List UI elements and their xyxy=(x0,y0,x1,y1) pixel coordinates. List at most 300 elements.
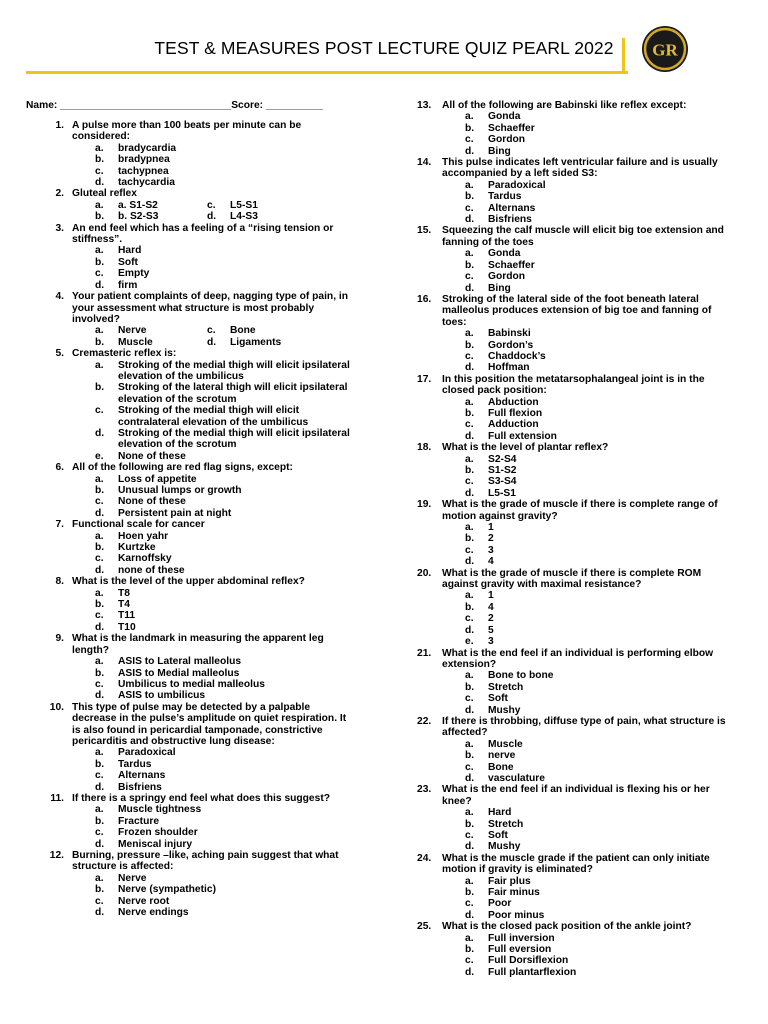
option-letter: a. xyxy=(465,248,474,260)
answer-option xyxy=(417,408,727,419)
option-letter: b. xyxy=(95,758,105,770)
answer-option-row xyxy=(26,200,356,211)
answer-option xyxy=(417,876,727,887)
option-letter: b. xyxy=(95,542,105,554)
question-number: 4. xyxy=(55,291,64,303)
option-text: Soft xyxy=(488,830,508,841)
option-letter: c. xyxy=(95,268,104,280)
answer-option xyxy=(417,887,727,898)
option-text: b. S2-S3 xyxy=(118,211,159,223)
answer-option xyxy=(417,613,727,624)
question-text: What is the end feel if an individual is performing elbow extension? xyxy=(442,647,714,670)
option-letter: d. xyxy=(95,427,105,439)
answer-option xyxy=(417,739,727,750)
option-letter: e. xyxy=(465,636,474,648)
option-letter: b. xyxy=(95,485,105,496)
answer-option xyxy=(417,830,727,841)
option-text: Alternans xyxy=(488,202,536,214)
name-score-line: Name: ______________________________Score: __________ xyxy=(26,100,323,111)
answer-option xyxy=(417,705,727,716)
question-text: What is the end feel if an individual is flexing his or her knee? xyxy=(442,784,710,807)
option-letter: b. xyxy=(465,533,475,545)
option-letter: b. xyxy=(465,407,475,419)
logo-text: GR xyxy=(652,40,678,60)
option-letter: a. xyxy=(95,359,104,371)
question-text: This pulse indicates left ventricular failure and is usually accompanied by a left sided S3: xyxy=(442,157,718,180)
option-text: Tardus xyxy=(118,758,152,770)
option-text: none of these xyxy=(118,564,185,576)
option-text: Nerve xyxy=(118,872,147,884)
option-text: tachycardia xyxy=(118,177,175,189)
answer-option xyxy=(26,839,356,850)
answer-option xyxy=(26,280,356,291)
option-letter: b. xyxy=(95,154,105,166)
question-number: 10. xyxy=(49,701,64,713)
right-column xyxy=(417,100,727,978)
answer-option xyxy=(26,896,356,907)
answer-option xyxy=(417,910,727,921)
option-letter: c. xyxy=(465,419,474,431)
question-15 xyxy=(417,225,727,248)
option-text: 2 xyxy=(488,613,494,625)
option-text: Bone to bone xyxy=(488,670,554,682)
option-text: Kurtzke xyxy=(118,542,156,554)
question-12 xyxy=(26,850,356,873)
question-number: 5. xyxy=(55,348,64,360)
option-letter: c. xyxy=(465,761,474,773)
option-text: T8 xyxy=(118,587,130,599)
option-text: Empty xyxy=(118,268,150,280)
option-text: Persistent pain at night xyxy=(118,507,232,519)
option-text: Hoen yahr xyxy=(118,530,169,542)
option-text: 3 xyxy=(488,636,494,648)
left-question-list xyxy=(26,120,356,918)
option-letter: c. xyxy=(465,271,474,283)
option-letter: a. xyxy=(465,590,474,602)
option-text: None of these xyxy=(118,496,186,508)
answer-option xyxy=(417,841,727,852)
answer-option xyxy=(417,180,727,191)
option-letter: a. xyxy=(465,670,474,682)
option-letter: a. xyxy=(95,656,104,668)
option-letter: a. xyxy=(465,932,474,944)
question-number: 25. xyxy=(417,921,432,933)
option-text: Gonda xyxy=(488,111,521,123)
option-letter: c. xyxy=(95,553,104,565)
answer-option xyxy=(417,203,727,214)
option-text: 4 xyxy=(488,601,494,613)
answer-option xyxy=(417,260,727,271)
question-number: 22. xyxy=(417,715,432,727)
option-letter: c. xyxy=(95,165,104,177)
answer-option xyxy=(417,465,727,476)
option-letter: b. xyxy=(465,887,475,899)
answer-option-row xyxy=(26,325,356,336)
option-text: Bisfriens xyxy=(488,214,532,226)
answer-option xyxy=(26,405,356,428)
option-letter: b. xyxy=(95,336,105,348)
option-text: Stretch xyxy=(488,681,524,693)
option-text: Schaeffer xyxy=(488,259,535,271)
answer-option xyxy=(417,625,727,636)
answer-option xyxy=(95,325,207,336)
answer-option xyxy=(207,337,319,348)
option-text: Schaeffer xyxy=(488,122,535,134)
header-rule-vertical xyxy=(622,38,625,74)
option-text: 3 xyxy=(488,544,494,556)
question-13 xyxy=(417,100,727,111)
question-text: If there is throbbing, diffuse type of pain, what structure is affected? xyxy=(442,715,726,739)
question-text: Stroking of the lateral side of the foot beneath lateral malleolus produces extension of big toe and fanning of toes: xyxy=(442,293,712,328)
option-letter: d. xyxy=(95,279,105,291)
answer-option xyxy=(417,248,727,259)
question-text: Squeezing the calf muscle will elicit big toe extension and fanning of the toes xyxy=(442,225,724,248)
question-22 xyxy=(417,716,727,739)
answer-option xyxy=(417,750,727,761)
option-text: Soft xyxy=(488,693,508,705)
question-17 xyxy=(417,374,727,397)
answer-option xyxy=(26,679,356,690)
answer-option xyxy=(26,154,356,165)
answer-option xyxy=(26,656,356,667)
option-text: Bone xyxy=(488,761,514,773)
question-text: What is the level of the upper abdominal reflex? xyxy=(72,576,305,588)
option-letter: d. xyxy=(465,145,475,157)
option-letter: b. xyxy=(465,944,475,956)
option-letter: b. xyxy=(95,815,105,827)
option-letter: c. xyxy=(95,827,104,839)
option-letter: d. xyxy=(465,556,475,568)
option-letter: c. xyxy=(465,134,474,146)
question-number: 8. xyxy=(55,576,64,588)
option-text: Umbilicus to medial malleolus xyxy=(118,678,265,690)
question-20 xyxy=(417,568,727,591)
answer-option xyxy=(26,474,356,485)
option-letter: b. xyxy=(95,884,105,896)
option-text: Unusual lumps or growth xyxy=(118,485,242,496)
header-rule xyxy=(26,71,628,74)
option-text: Fair plus xyxy=(488,875,531,887)
answer-option xyxy=(95,337,207,348)
answer-option xyxy=(417,522,727,533)
option-letter: a. xyxy=(465,807,474,819)
option-text: 1 xyxy=(488,590,494,602)
question-number: 6. xyxy=(55,462,64,474)
question-text: All of the following are red flag signs, except: xyxy=(72,462,293,474)
answer-option xyxy=(26,451,356,462)
option-text: ASIS to Lateral malleolus xyxy=(118,656,242,668)
question-text: Cremasteric reflex is: xyxy=(72,348,177,360)
option-text: Soft xyxy=(118,256,138,268)
answer-option xyxy=(26,907,356,918)
option-text: Hard xyxy=(118,245,142,257)
option-letter: c. xyxy=(465,613,474,625)
option-text: 4 xyxy=(488,556,494,568)
option-letter: c. xyxy=(465,350,474,362)
answer-option xyxy=(417,762,727,773)
option-text: nerve xyxy=(488,750,516,762)
question-8 xyxy=(26,576,356,587)
option-letter: d. xyxy=(95,781,105,793)
answer-option xyxy=(417,488,727,499)
answer-option xyxy=(417,773,727,784)
answer-option xyxy=(26,690,356,701)
answer-option xyxy=(417,123,727,134)
question-text: What is the grade of muscle if there is complete range of motion against gravity? xyxy=(442,499,718,522)
question-number: 9. xyxy=(55,633,64,645)
option-letter: c. xyxy=(465,693,474,705)
option-text: Nerve root xyxy=(118,895,170,907)
answer-option xyxy=(26,360,356,383)
answer-option xyxy=(26,668,356,679)
question-number: 2. xyxy=(55,188,64,200)
option-text: Hoffman xyxy=(488,362,530,374)
answer-option xyxy=(26,257,356,268)
option-text: L5-S1 xyxy=(230,199,258,211)
answer-option xyxy=(417,271,727,282)
answer-option xyxy=(26,599,356,610)
answer-option xyxy=(26,770,356,781)
option-letter: d. xyxy=(465,704,475,716)
question-4 xyxy=(26,291,356,325)
answer-option xyxy=(26,816,356,827)
question-text: Your patient complaints of deep, nagging type of pain, in your assessment what structure is most probably involved? xyxy=(72,291,348,325)
option-letter: b. xyxy=(465,191,475,203)
option-text: S3-S4 xyxy=(488,476,517,488)
option-text: Bisfriens xyxy=(118,781,162,793)
question-text: A pulse more than 100 beats per minute can be considered: xyxy=(72,120,302,143)
answer-option xyxy=(26,143,356,154)
answer-option-row xyxy=(26,211,356,222)
option-text: Gordon xyxy=(488,271,526,283)
option-letter: d. xyxy=(465,772,475,784)
option-text: bradycardia xyxy=(118,142,177,154)
option-text: Babinski xyxy=(488,328,531,340)
right-question-list xyxy=(417,100,727,978)
question-16 xyxy=(417,294,727,328)
option-letter: c. xyxy=(207,325,216,337)
option-letter: d. xyxy=(465,487,475,499)
option-text: Fracture xyxy=(118,815,160,827)
answer-option xyxy=(417,533,727,544)
option-letter: c. xyxy=(465,544,474,556)
option-letter: c. xyxy=(95,770,104,782)
option-text: Paradoxical xyxy=(118,747,176,759)
question-text: Gluteal reflex xyxy=(72,188,137,200)
option-text: Adduction xyxy=(488,419,539,431)
option-letter: d. xyxy=(465,624,475,636)
question-number: 21. xyxy=(417,647,432,659)
option-text: a. S1-S2 xyxy=(118,199,158,211)
question-text: In this position the metatarsophalangeal joint is in the closed pack position: xyxy=(442,373,705,397)
answer-option xyxy=(417,283,727,294)
question-24 xyxy=(417,853,727,876)
option-text: Gordon xyxy=(488,134,526,146)
option-letter: a. xyxy=(95,747,104,759)
answer-option xyxy=(417,898,727,909)
option-text: Paradoxical xyxy=(488,179,546,191)
question-number: 13. xyxy=(417,100,432,111)
option-text: 2 xyxy=(488,533,494,545)
question-number: 7. xyxy=(55,519,64,531)
question-number: 18. xyxy=(417,442,432,454)
option-letter: c. xyxy=(95,405,104,417)
question-14 xyxy=(417,157,727,180)
option-letter: c. xyxy=(95,678,104,690)
question-text: What is the closed pack position of the ankle joint? xyxy=(442,921,692,933)
option-letter: c. xyxy=(465,202,474,214)
option-letter: b. xyxy=(95,599,105,611)
option-letter: a. xyxy=(465,396,474,408)
option-text: Bing xyxy=(488,282,511,294)
option-letter: a. xyxy=(95,245,104,257)
question-10 xyxy=(26,702,356,748)
option-letter: a. xyxy=(95,872,104,884)
option-letter: d. xyxy=(95,177,105,189)
question-text: Burning, pressure –like, aching pain suggest that what structure is affected: xyxy=(72,850,339,873)
option-letter: b. xyxy=(465,681,475,693)
option-letter: a. xyxy=(95,473,104,485)
gr-logo-icon xyxy=(641,25,689,73)
answer-option xyxy=(26,759,356,770)
option-letter: a. xyxy=(465,328,474,340)
option-letter: d. xyxy=(95,907,105,919)
option-text: Chaddock’s xyxy=(488,350,546,362)
option-text: S2-S4 xyxy=(488,453,517,465)
option-letter: c. xyxy=(465,476,474,488)
option-text: Full eversion xyxy=(488,944,552,956)
option-letter: d. xyxy=(465,909,475,921)
answer-option xyxy=(26,873,356,884)
option-text: bradypnea xyxy=(118,154,170,166)
question-6 xyxy=(26,462,356,473)
option-letter: b. xyxy=(95,667,105,679)
option-letter: d. xyxy=(95,564,105,576)
option-letter: d. xyxy=(465,362,475,374)
option-letter: d. xyxy=(465,430,475,442)
answer-option xyxy=(26,268,356,279)
answer-option xyxy=(417,328,727,339)
option-letter: a. xyxy=(465,111,474,123)
question-number: 12. xyxy=(49,850,64,861)
answer-option xyxy=(26,428,356,451)
answer-option xyxy=(26,804,356,815)
answer-option xyxy=(417,419,727,430)
question-5 xyxy=(26,348,356,359)
option-text: Tardus xyxy=(488,191,522,203)
option-text: Stroking of the medial thigh will elicit ipsilateral elevation of the umbilicus xyxy=(118,359,350,382)
answer-option xyxy=(417,431,727,442)
option-letter: c. xyxy=(95,610,104,622)
option-text: Abduction xyxy=(488,396,539,408)
option-text: Meniscal injury xyxy=(118,838,193,850)
option-letter: b. xyxy=(465,122,475,134)
answer-option xyxy=(26,610,356,621)
answer-option xyxy=(417,476,727,487)
question-text: This type of pulse may be detected by a palpable decrease in the pulse’s amplitude on quiet respiration. It is also found in pericardial tamponade, constrictive pericarditis and obstructive lung disease: xyxy=(72,701,347,747)
option-letter: c. xyxy=(207,199,216,211)
option-letter: b. xyxy=(95,382,105,394)
question-2 xyxy=(26,188,356,199)
option-text: T4 xyxy=(118,599,130,611)
question-number: 3. xyxy=(55,222,64,234)
question-23 xyxy=(417,784,727,807)
answer-option xyxy=(417,670,727,681)
answer-option xyxy=(26,782,356,793)
option-letter: d. xyxy=(465,841,475,853)
option-text: ASIS to Medial malleolus xyxy=(118,667,240,679)
question-number: 15. xyxy=(417,225,432,237)
option-letter: d. xyxy=(95,690,105,702)
option-text: Frozen shoulder xyxy=(118,827,198,839)
answer-option xyxy=(417,545,727,556)
question-number: 19. xyxy=(417,499,432,511)
question-11 xyxy=(26,793,356,804)
option-text: S1-S2 xyxy=(488,465,517,476)
answer-option xyxy=(95,211,207,222)
option-text: Muscle tightness xyxy=(118,804,202,816)
option-text: Alternans xyxy=(118,770,166,782)
question-9 xyxy=(26,633,356,656)
option-text: Mushy xyxy=(488,841,521,853)
option-letter: c. xyxy=(465,898,474,910)
option-text: Full Dorsiflexion xyxy=(488,955,569,967)
answer-option xyxy=(26,485,356,496)
option-letter: b. xyxy=(465,465,475,476)
question-number: 17. xyxy=(417,373,432,385)
option-letter: b. xyxy=(465,601,475,613)
answer-option xyxy=(417,636,727,647)
question-text: If there is a springy end feel what does this suggest? xyxy=(72,792,331,804)
question-25 xyxy=(417,921,727,932)
option-text: Poor xyxy=(488,898,512,910)
answer-option xyxy=(26,588,356,599)
page-title: TEST & MEASURES POST LECTURE QUIZ PEARL 2022 xyxy=(154,38,614,58)
answer-option xyxy=(207,200,319,211)
option-letter: d. xyxy=(465,966,475,978)
option-letter: d. xyxy=(465,282,475,294)
option-text: Ligaments xyxy=(230,336,282,348)
question-text: What is the level of plantar reflex? xyxy=(442,442,609,454)
question-1 xyxy=(26,120,356,143)
option-text: Bing xyxy=(488,145,511,157)
question-text: What is the landmark in measuring the apparent leg length? xyxy=(72,633,324,656)
option-letter: a. xyxy=(95,804,104,816)
answer-option xyxy=(26,622,356,633)
option-text: Nerve xyxy=(118,325,147,337)
answer-option xyxy=(417,454,727,465)
answer-option xyxy=(417,933,727,944)
option-text: Karnoffsky xyxy=(118,553,172,565)
answer-option xyxy=(26,177,356,188)
option-letter: a. xyxy=(95,142,104,154)
answer-option xyxy=(417,556,727,567)
option-text: vasculature xyxy=(488,772,545,784)
answer-option xyxy=(95,200,207,211)
option-letter: a. xyxy=(95,199,104,211)
answer-option xyxy=(26,496,356,507)
option-text: ASIS to umbilicus xyxy=(118,690,206,702)
question-21 xyxy=(417,648,727,671)
option-letter: c. xyxy=(95,895,104,907)
option-letter: d. xyxy=(95,838,105,850)
question-18 xyxy=(417,442,727,453)
option-letter: b. xyxy=(465,818,475,830)
option-letter: d. xyxy=(207,211,217,223)
option-letter: d. xyxy=(465,214,475,226)
option-letter: b. xyxy=(465,750,475,762)
option-text: Fair minus xyxy=(488,887,540,899)
